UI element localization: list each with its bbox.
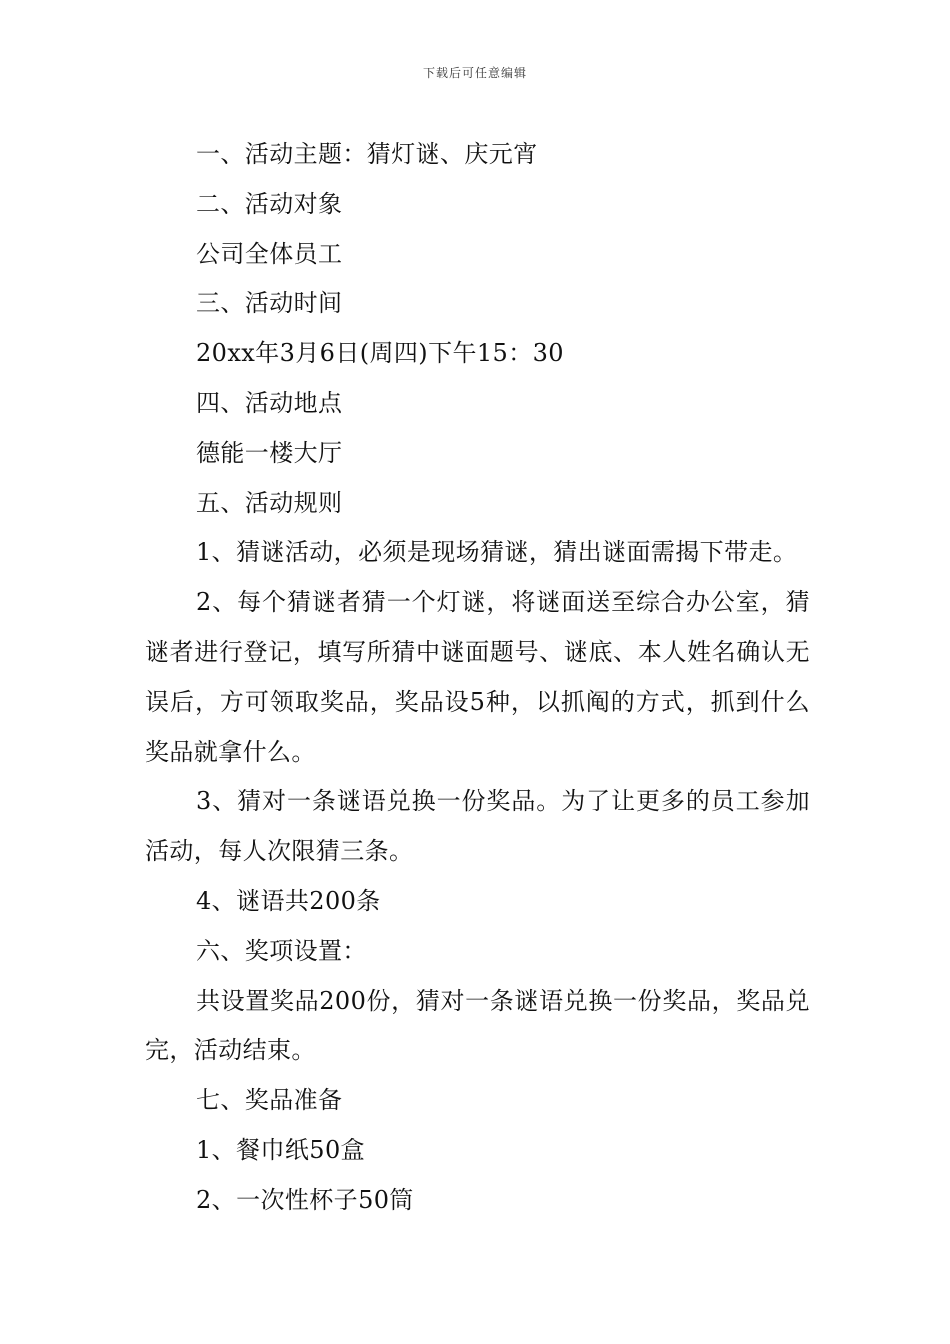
- paragraph-awards: 共设置奖品200份，猜对一条谜语兑换一份奖品，奖品兑完，活动结束。: [145, 986, 810, 1065]
- rule-item-2: 2、每个猜谜者猜一个灯谜，将谜面送至综合办公室，猜谜者进行登记，填写所猜中谜面题号、谜底、本人姓名确认无误后，方可领取奖品，奖品设5种，以抓阄的方式，抓到什么奖品就拿什么。: [145, 588, 810, 766]
- rule-item-1: 1、猜谜活动，必须是现场猜谜，猜出谜面需揭下带走。: [196, 538, 798, 567]
- document-body: [145, 130, 810, 1226]
- section-heading-time: 三、活动时间: [196, 289, 343, 318]
- paragraph-time: 20xx年3月6日(周四)下午15：30: [196, 339, 564, 368]
- section-heading-awards: 六、奖项设置：: [196, 936, 367, 965]
- rule-item-4: 4、谜语共200条: [196, 886, 381, 915]
- section-heading-rules: 五、活动规则: [196, 488, 343, 517]
- section-heading-location: 四、活动地点: [196, 388, 343, 417]
- section-heading-theme: 一、活动主题：猜灯谜、庆元宵: [196, 140, 538, 168]
- prize-item-2: 2、一次性杯子50筒: [196, 1185, 414, 1214]
- paragraph-location: 德能一楼大厅: [196, 438, 343, 467]
- paragraph-audience: 公司全体员工: [196, 239, 343, 268]
- prize-item-1: 1、餐巾纸50盒: [196, 1135, 366, 1164]
- rule-item-3: 3、猜对一条谜语兑换一份奖品。为了让更多的员工参加活动，每人次限猜三条。: [145, 787, 810, 866]
- section-heading-prizes: 七、奖品准备: [196, 1086, 343, 1115]
- page-header-note: 下载后可任意编辑: [422, 66, 527, 80]
- section-heading-audience: 二、活动对象: [196, 189, 343, 218]
